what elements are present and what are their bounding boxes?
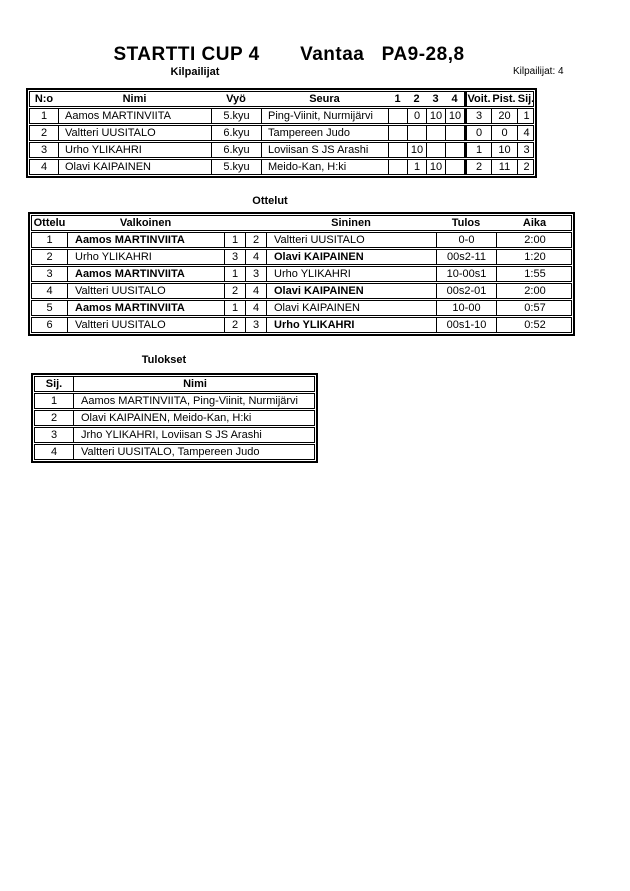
header-round-1: 1 [394, 93, 401, 105]
cell-tulos: 00s2-11 [436, 250, 496, 264]
cell-round-2: 0 [407, 109, 426, 123]
cell-sij: 2 [517, 160, 535, 174]
header-round-4: 4 [451, 93, 458, 105]
cell-aika: 0:57 [496, 301, 573, 315]
cell-round-2: 1 [407, 160, 426, 174]
tulokset-header-row [34, 376, 315, 392]
cell-match-number: 5 [46, 302, 53, 314]
cell-tulos: 00s1-10 [436, 318, 496, 332]
cell-white-number: 1 [224, 301, 245, 315]
header-valkoinen: Valkoinen [119, 217, 172, 229]
cell-round-2 [407, 126, 426, 140]
cell-voit: 3 [464, 109, 491, 123]
header-voit: Voit. [464, 92, 491, 106]
cell-match-number: 3 [46, 268, 53, 280]
table-row [31, 232, 572, 248]
cell-blue-number: 2 [245, 233, 266, 247]
cell-white-number: 2 [224, 318, 245, 332]
cell-nimi: Olavi KAIPAINEN [58, 160, 211, 174]
cell-placement: 4 [50, 446, 58, 458]
cell-blue-number: 3 [245, 318, 266, 332]
cell-round-4 [445, 143, 464, 157]
cell-nimi: Urho YLIKAHRI [58, 143, 211, 157]
cell-seura: Tampereen Judo [261, 126, 388, 140]
header-no: N:o [34, 93, 54, 105]
cell-aika: 1:20 [496, 250, 573, 264]
cell-no: 4 [40, 161, 48, 173]
table-row [29, 125, 534, 141]
cell-match-number: 4 [46, 285, 53, 297]
cell-round-1 [388, 160, 407, 174]
table-row [29, 159, 534, 175]
header-aika: Aika [522, 217, 547, 229]
cell-aika: 1:55 [496, 267, 573, 281]
cell-blue-player: Olavi KAIPAINEN [266, 250, 436, 264]
cell-round-2: 10 [407, 143, 426, 157]
cell-sij: 1 [517, 109, 535, 123]
cell-white-number: 1 [224, 233, 245, 247]
cell-vyo: 6.kyu [211, 126, 261, 140]
cell-match-number: 2 [46, 251, 53, 263]
section-title-tulokset: Tulokset [141, 354, 187, 366]
header-sininen: Sininen [331, 217, 371, 229]
cell-blue-player: Urho YLIKAHRI [266, 267, 436, 281]
cell-placement: 1 [50, 395, 58, 407]
cell-match-number: 6 [46, 319, 53, 331]
cell-tulos: 10-00 [436, 301, 496, 315]
cell-voit: 1 [464, 143, 491, 157]
header-white-number [224, 216, 245, 230]
cell-round-4 [445, 160, 464, 174]
kilpailijat-header-row [29, 91, 534, 107]
cell-seura: Meido-Kan, H:ki [261, 160, 388, 174]
competitors-count-label: Kilpailijat: 4 [513, 66, 564, 77]
cell-blue-player: Olavi KAIPAINEN [266, 301, 436, 315]
table-row [34, 427, 315, 443]
cell-no: 3 [40, 144, 48, 156]
cell-tulos: 10-00s1 [436, 267, 496, 281]
header-vyo: Vyö [226, 93, 246, 105]
table-row [31, 249, 572, 265]
header-pist: Pist. [492, 93, 516, 105]
cell-white-player: Valtteri UUSITALO [67, 318, 224, 332]
kilpailijat-table [26, 88, 537, 178]
header-sij: Sij. [45, 378, 63, 390]
cell-white-player: Aamos MARTINVIITA [67, 233, 224, 247]
cell-nimi: Valtteri UUSITALO [58, 126, 211, 140]
cell-white-player: Valtteri UUSITALO [67, 284, 224, 298]
section-title-ottelut: Ottelut [252, 195, 288, 207]
table-row [34, 444, 315, 460]
cell-white-player: Aamos MARTINVIITA [67, 301, 224, 315]
cell-white-player: Urho YLIKAHRI [67, 250, 224, 264]
ottelut-header-row [31, 215, 572, 231]
cell-blue-player: Olavi KAIPAINEN [266, 284, 436, 298]
cell-pist: 0 [491, 126, 517, 140]
cell-name-club: Aamos MARTINVIITA, Ping-Viinit, Nurmijärvi [73, 394, 316, 408]
table-row [34, 410, 315, 426]
table-row [31, 266, 572, 282]
cell-white-number: 2 [224, 284, 245, 298]
cell-match-number: 1 [46, 234, 53, 246]
section-title-kilpailijat: Kilpailijat [170, 66, 220, 78]
cell-voit: 2 [464, 160, 491, 174]
cell-blue-player: Urho YLIKAHRI [266, 318, 436, 332]
header-nimi: Nimi [122, 93, 147, 105]
cell-blue-player: Valtteri UUSITALO [266, 233, 436, 247]
table-row [34, 393, 315, 409]
tulokset-table [31, 373, 318, 463]
page-title: STARTTI CUP 4 Vantaa PA9-28,8 [113, 44, 465, 65]
cell-round-3 [426, 126, 445, 140]
cell-pist: 20 [491, 109, 517, 123]
header-tulos: Tulos [451, 217, 481, 229]
header-round-3: 3 [432, 93, 439, 105]
header-blue-number [245, 216, 266, 230]
cell-round-3: 10 [426, 109, 445, 123]
cell-vyo: 6.kyu [211, 143, 261, 157]
cell-white-player: Aamos MARTINVIITA [67, 267, 224, 281]
cell-placement: 3 [50, 429, 58, 441]
cell-round-4: 10 [445, 109, 464, 123]
header-ottelu: Ottelu [33, 217, 66, 229]
cell-tulos: 0-0 [436, 233, 496, 247]
header-round-2: 2 [413, 93, 420, 105]
table-row [29, 142, 534, 158]
cell-tulos: 00s2-01 [436, 284, 496, 298]
cell-blue-number: 4 [245, 284, 266, 298]
cell-pist: 11 [491, 160, 517, 174]
cell-no: 1 [40, 110, 48, 122]
header-seura: Seura [309, 93, 340, 105]
cell-pist: 10 [491, 143, 517, 157]
cell-round-3 [426, 143, 445, 157]
cell-round-1 [388, 143, 407, 157]
cell-blue-number: 4 [245, 250, 266, 264]
cell-aika: 2:00 [496, 284, 573, 298]
table-row [29, 108, 534, 124]
cell-name-club: Olavi KAIPAINEN, Meido-Kan, H:ki [73, 411, 316, 425]
table-row [31, 300, 572, 316]
cell-white-number: 1 [224, 267, 245, 281]
ottelut-table [28, 212, 575, 336]
cell-sij: 3 [517, 143, 535, 157]
cell-aika: 0:52 [496, 318, 573, 332]
table-row [31, 283, 572, 299]
cell-round-3: 10 [426, 160, 445, 174]
cell-blue-number: 3 [245, 267, 266, 281]
cell-name-club: Valtteri UUSITALO, Tampereen Judo [73, 445, 316, 459]
cell-name-club: Jrho YLIKAHRI, Loviisan S JS Arashi [73, 428, 316, 442]
cell-no: 2 [40, 127, 48, 139]
cell-sij: 4 [517, 126, 535, 140]
cell-vyo: 5.kyu [211, 160, 261, 174]
cell-round-4 [445, 126, 464, 140]
cell-placement: 2 [50, 412, 58, 424]
cell-nimi: Aamos MARTINVIITA [58, 109, 211, 123]
cell-round-1 [388, 109, 407, 123]
cell-white-number: 3 [224, 250, 245, 264]
header-nimi: Nimi [73, 377, 316, 391]
cell-blue-number: 4 [245, 301, 266, 315]
cell-aika: 2:00 [496, 233, 573, 247]
cell-seura: Ping-Viinit, Nurmijärvi [261, 109, 388, 123]
header-sij: Sij. [517, 93, 535, 105]
cell-round-1 [388, 126, 407, 140]
cell-vyo: 5.kyu [211, 109, 261, 123]
cell-voit: 0 [464, 126, 491, 140]
table-row [31, 317, 572, 333]
cell-seura: Loviisan S JS Arashi [261, 143, 388, 157]
